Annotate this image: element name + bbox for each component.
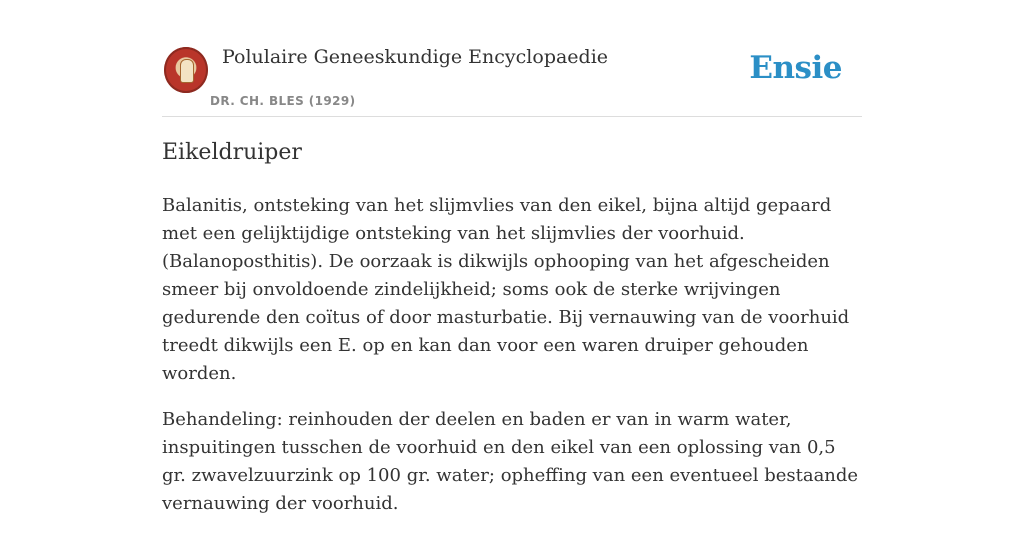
paragraph: Balanitis, ontsteking van het slijmvlies van den eikel, bijna altijd gepaard met een gelijktijdige ontsteking van het slijmvlies der voorhuid. (Balanoposthitis). De oorzaak is dikwijls ophooping van het afgescheiden smeer bij onvoldoende zindelijkheid; soms ook de sterke wrijvingen gedurende den coïtus of door masturbatie. Bij vernauwing van de voorhuid treedt dikwijls een E. op en kan dan voor een waren druiper gehouden worden. [162, 195, 850, 384]
cover-figure-icon [180, 59, 194, 83]
brand-logo[interactable]: Ensie [749, 50, 842, 86]
entry-body [162, 192, 862, 536]
book-title-link[interactable]: Polulaire Geneeskundige Encyclopaedie [222, 46, 609, 68]
header [162, 0, 862, 117]
paragraph: Behandeling: reinhouden der deelen en baden er van in warm water, inspuitingen tusschen de voorhuid en den eikel van een oplossing van 0,5 gr. zwavelzuurzink op 100 gr. water; opheffing van een eventueel bestaande vernauwing der voorhuid. [162, 409, 859, 514]
entry-title: Eikeldruiper [162, 140, 302, 165]
page-container [162, 0, 862, 514]
book-author: DR. CH. BLES (1929) [210, 94, 356, 108]
book-cover-icon[interactable] [164, 47, 208, 93]
